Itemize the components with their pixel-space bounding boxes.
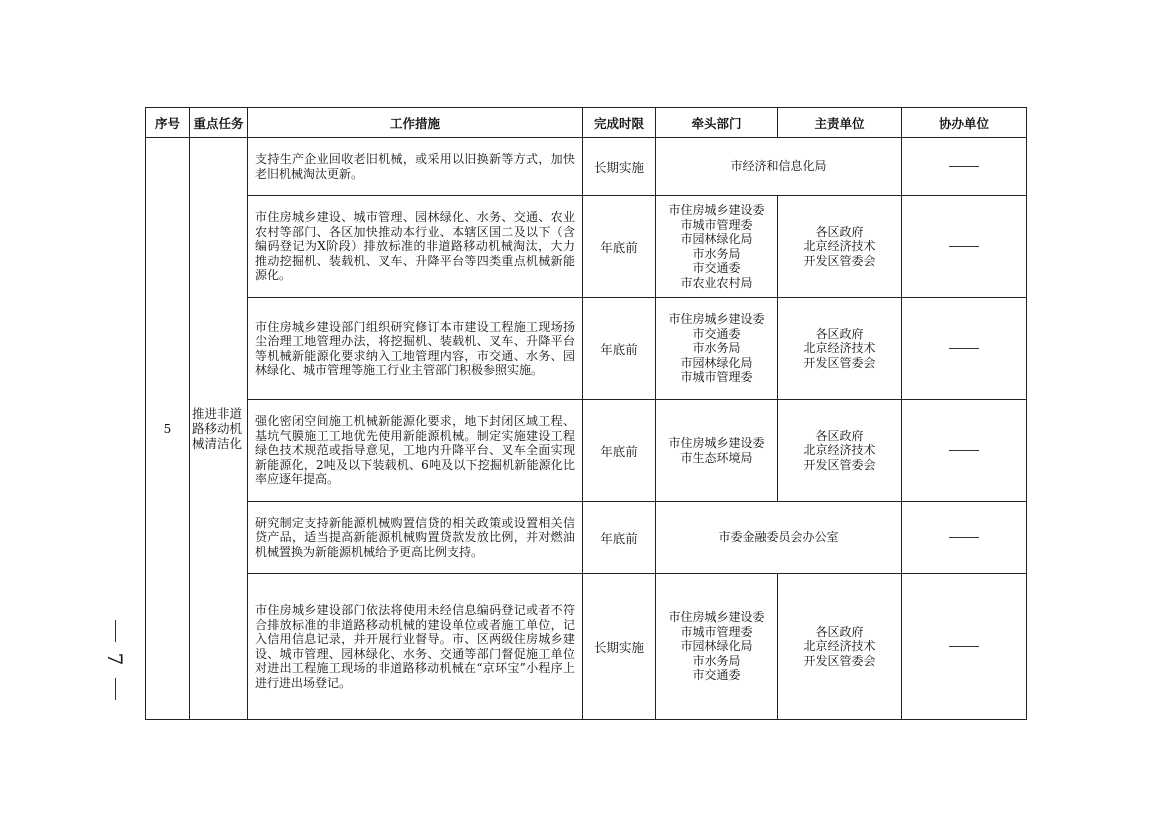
lead-dept: 市交通委 [692,668,741,683]
dash-mark [949,348,979,349]
table-row [146,574,1027,720]
dash-mark [949,166,979,167]
lead-dept-cell [656,298,778,400]
header-lead: 牵头部门 [656,108,778,138]
lead-dept: 市水务局 [692,246,741,261]
measures-table [145,107,1027,720]
assist-cell [902,138,1027,196]
group-task: 推进非道路移动机械清洁化 [190,138,248,720]
dash-mark [949,246,979,247]
page-number [100,620,130,700]
page-number-text: 7 [103,652,127,666]
main-unit: 开发区管委会 [803,457,876,472]
deadline-cell: 年底前 [583,298,656,400]
lead-dept: 市园林绿化局 [680,639,753,654]
header-measure: 工作措施 [248,108,583,138]
main-unit: 北京经济技术 [803,639,876,654]
dash-mark [949,537,979,538]
measure-cell: 支持生产企业回收老旧机械，或采用以旧换新等方式，加快老旧机械淘汰更新。 [248,138,583,196]
lead-dept: 市住房城乡建设委 [668,610,765,625]
main-unit: 各区政府 [815,326,864,341]
deadline-cell: 长期实施 [583,138,656,196]
page-number-rule-top [115,620,116,642]
assist-cell [902,400,1027,502]
lead-dept-cell [656,400,778,502]
merged-dept-cell: 市经济和信息化局 [656,138,902,196]
table-row [146,502,1027,574]
group-seq: 5 [146,138,190,720]
lead-dept: 市水务局 [692,653,741,668]
deadline-cell: 年底前 [583,400,656,502]
header-row [146,108,1027,138]
dash-mark [949,646,979,647]
header-deadline: 完成时限 [583,108,656,138]
measure-cell: 市住房城乡建设部门依法将使用未经信息编码登记或者不符合排放标准的非道路移动机械的建设单位或者施工单位，记入信用信息记录，并开展行业督导。市、区两级住房城乡建设、城市管理、园林绿化、水务、交通等部门督促施工单位对进出工程施工现场的非道路移动机械在“京环宝”小程序上进行进出场登记。 [248,574,583,720]
main-unit: 各区政府 [815,624,864,639]
main-unit: 各区政府 [815,428,864,443]
main-unit: 北京经济技术 [803,239,876,254]
main-unit-cell [778,196,902,298]
lead-dept: 市园林绿化局 [680,232,753,246]
assist-cell [902,298,1027,400]
lead-dept: 市水务局 [692,341,741,356]
assist-cell [902,196,1027,298]
main-unit: 开发区管委会 [803,253,876,268]
page-number-rule-bottom [115,678,116,700]
header-task: 重点任务 [190,108,248,138]
table-row [146,400,1027,502]
merged-dept-cell: 市委金融委员会办公室 [656,502,902,574]
lead-dept-cell [656,196,778,298]
lead-dept: 市城市管理委 [680,624,753,639]
main-unit-cell [778,298,902,400]
lead-dept: 市生态环境局 [680,450,753,465]
main-unit: 北京经济技术 [803,443,876,458]
main-unit-cell [778,574,902,720]
deadline-cell: 年底前 [583,196,656,298]
lead-dept: 市交通委 [692,326,741,341]
main-unit: 北京经济技术 [803,341,876,356]
table-row [146,196,1027,298]
dash-mark [949,450,979,451]
table-row [146,138,1027,196]
lead-dept: 市城市管理委 [680,217,753,232]
assist-cell [902,502,1027,574]
assist-cell [902,574,1027,720]
lead-dept: 市农业农村局 [680,275,753,290]
header-main: 主责单位 [778,108,902,138]
lead-dept: 市住房城乡建设委 [668,312,765,327]
deadline-cell: 长期实施 [583,574,656,720]
main-unit: 开发区管委会 [803,355,876,370]
header-assist: 协办单位 [902,108,1027,138]
table-row [146,298,1027,400]
lead-dept: 市住房城乡建设委 [668,436,765,450]
main-unit: 各区政府 [815,224,864,239]
deadline-cell: 年底前 [583,502,656,574]
main-unit: 开发区管委会 [803,653,876,668]
lead-dept: 市城市管理委 [680,370,753,385]
measure-cell: 市住房城乡建设、城市管理、园林绿化、水务、交通、农业农村等部门、各区加快推动本行业、本辖区国二及以下（含编码登记为X阶段）排放标准的非道路移动机械淘汰，大力推动挖掘机、装载机、叉车、升降平台等四类重点机械新能源化。 [248,196,583,298]
lead-dept-cell [656,574,778,720]
measure-cell: 研究制定支持新能源机械购置信贷的相关政策或设置相关信贷产品，适当提高新能源机械购置贷款发放比例，并对燃油机械置换为新能源机械给予更高比例支持。 [248,502,583,574]
measure-cell: 强化密闭空间施工机械新能源化要求，地下封闭区域工程、基坑气膜施工工地优先使用新能源机械。制定实施建设工程绿色技术规范或指导意见，工地内升降平台、叉车全面实现新能源化，2吨及以下装载机、6吨及以下挖掘机新能源化比率应逐年提高。 [248,400,583,502]
header-seq: 序号 [146,108,190,138]
lead-dept: 市住房城乡建设委 [668,203,765,217]
lead-dept: 市园林绿化局 [680,355,753,370]
lead-dept: 市交通委 [692,261,741,275]
measure-cell: 市住房城乡建设部门组织研究修订本市建设工程施工现场扬尘治理工地管理办法，将挖掘机、装载机、叉车、升降平台等机械新能源化要求纳入工地管理内容，市交通、水务、园林绿化、城市管理等施工行业主管部门积极参照实施。 [248,298,583,400]
main-unit-cell [778,400,902,502]
